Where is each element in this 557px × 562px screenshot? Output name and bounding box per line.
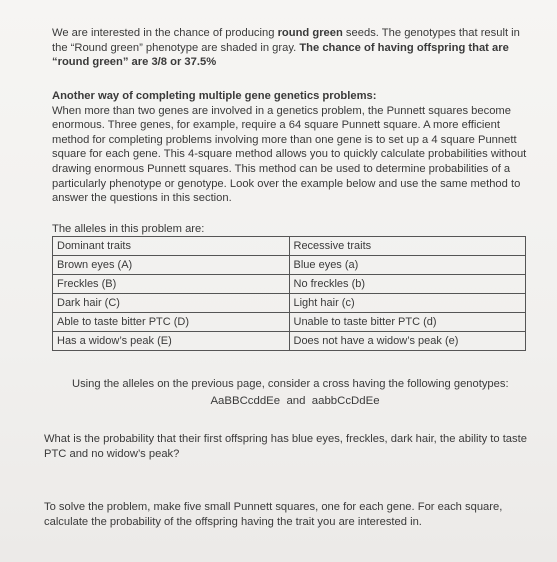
parent1-genotype: AaBBCcddEe	[210, 395, 281, 407]
intro-text-1: We are interested in the chance of producing	[52, 27, 278, 39]
table-cell-recessive: Does not have a widow’s peak (e)	[289, 332, 526, 351]
table-cell-recessive: Blue eyes (a)	[289, 256, 526, 275]
table-cell-recessive: Unable to taste bitter PTC (d)	[289, 313, 526, 332]
solve-instructions: To solve the problem, make five small Punnett squares, one for each gene. For each square, calculate the probability of the offspring having the trait you are interested in.	[44, 501, 503, 528]
table-cell-dominant: Freckles (B)	[53, 275, 290, 294]
intro-paragraph	[52, 26, 527, 70]
table-cell-dominant: Able to taste bitter PTC (D)	[53, 313, 290, 332]
table-row	[53, 256, 526, 275]
table-header-recessive: Recessive traits	[289, 237, 526, 256]
table-cell-recessive: Light hair (c)	[289, 294, 526, 313]
alleles-label: The alleles in this problem are:	[52, 223, 205, 235]
intro-text-2: seeds. The genotypes that result in the “Round green” phenotype are shaded in gray.	[52, 27, 520, 54]
cross-genotypes	[175, 394, 415, 409]
table-row	[53, 313, 526, 332]
intro-bold-chance: The chance of having offspring that are “round green” are 3/8 or 37.5%	[52, 41, 509, 69]
table-row	[53, 237, 526, 256]
cross-connector: and	[286, 395, 306, 407]
table-row	[53, 332, 526, 351]
table-cell-dominant: Has a widow’s peak (E)	[53, 332, 290, 351]
table-cell-dominant: Brown eyes (A)	[53, 256, 290, 275]
table-cell-recessive: No freckles (b)	[289, 275, 526, 294]
table-header-dominant: Dominant traits	[53, 237, 290, 256]
probability-question: What is the probability that their first offspring has blue eyes, freckles, dark hair, the ability to taste PTC and no widow’s peak?	[44, 433, 527, 460]
table-row	[53, 275, 526, 294]
alleles-table	[52, 236, 526, 351]
intro-bold-round-green: round green	[277, 27, 343, 39]
method-section	[52, 89, 527, 206]
table-row	[53, 294, 526, 313]
table-cell-dominant: Dark hair (C)	[53, 294, 290, 313]
cross-intro: Using the alleles on the previous page, consider a cross having the following genotypes:	[72, 378, 509, 390]
method-body: When more than two genes are involved in a genetics problem, the Punnett squares become enormous. Three genes, for example, require a 64 square Punnett square. A more efficient method for completing problems involving more than one gene is to set up a 4 square Punnett square for each gene. This 4-square method allows you to quickly calculate probabilities without drawing enormous Punnett squares. This method can be used to determine probabilities of a particularly phenotype or genotype. Look over the example below and use the same method to answer the questions in this section.	[52, 104, 527, 205]
parent2-genotype: aabbCcDdEe	[311, 395, 380, 407]
method-heading: Another way of completing multiple gene genetics problems:	[52, 90, 377, 102]
